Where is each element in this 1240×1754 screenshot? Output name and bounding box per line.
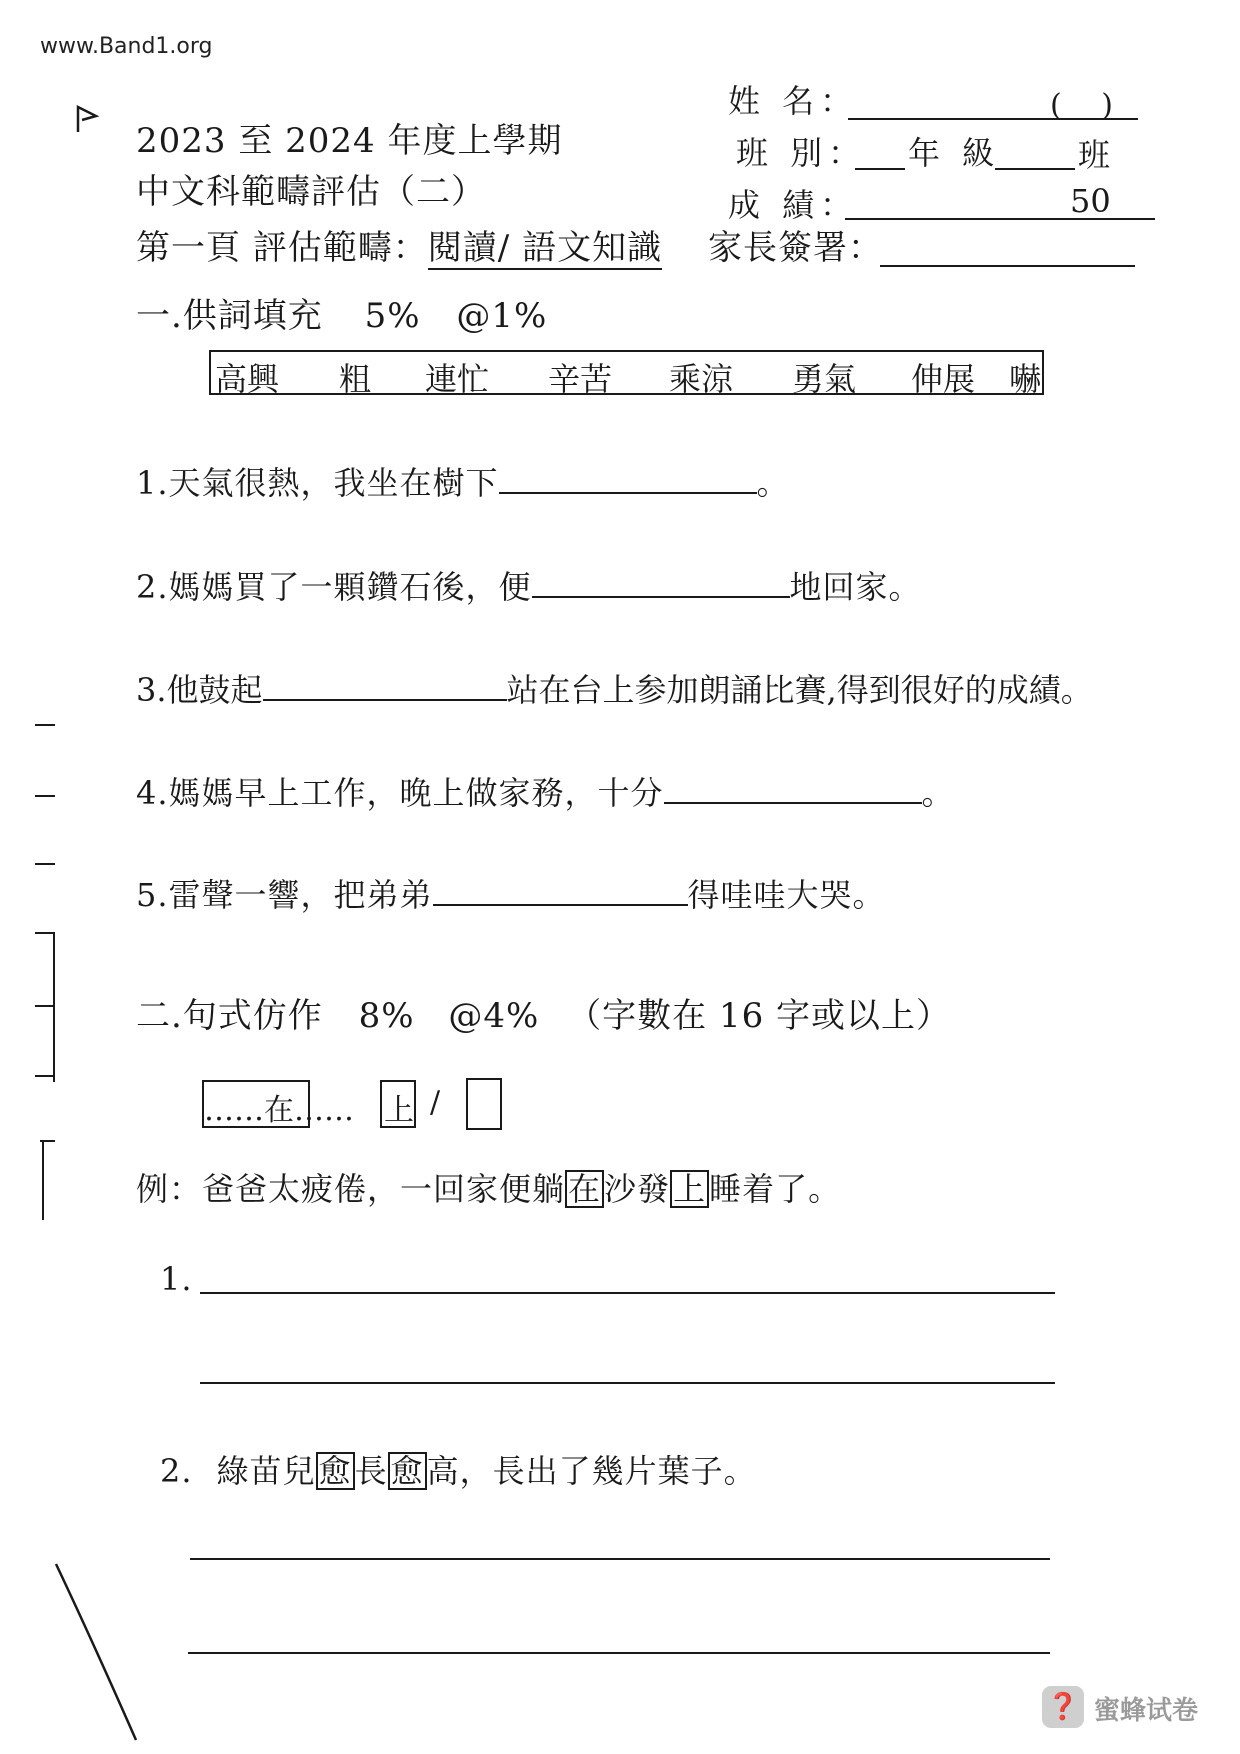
- answer-line[interactable]: [200, 1292, 1055, 1294]
- template-empty-box: [466, 1078, 502, 1130]
- question-text: 長: [354, 1452, 388, 1490]
- answer-blank[interactable]: [532, 566, 790, 598]
- fill-question: [136, 562, 922, 608]
- answer-blank[interactable]: [263, 669, 507, 701]
- write-question: [160, 1446, 757, 1492]
- section2-per-item: @4%: [448, 996, 540, 1036]
- question-text: 媽媽買了一顆鑽石後，便: [168, 568, 532, 606]
- question-text: 媽媽早上工作，晚上做家務，十分: [168, 774, 664, 812]
- word-bank-item: 嚇: [1009, 360, 1042, 398]
- section2-note: （字數在 16 字或以上）: [567, 996, 952, 1036]
- word-bank-item: 乘涼: [669, 360, 734, 398]
- write-question-number: 1.: [160, 1260, 193, 1298]
- class-word: 班: [1078, 136, 1117, 174]
- scope-value: 閱讀/ 語文知識: [427, 228, 663, 268]
- term-title: 2023 至 2024 年度上學期: [136, 121, 563, 161]
- margin-tick: [35, 863, 55, 865]
- section2-title: 二.句式仿作: [136, 996, 323, 1036]
- scope-line: [136, 220, 662, 269]
- word-bank: [209, 350, 1044, 398]
- question-number: 2.: [160, 1452, 193, 1490]
- word-bank-item: 粗: [339, 360, 372, 398]
- fill-question: [136, 665, 1093, 711]
- question-text: 。: [921, 774, 955, 812]
- class-label: 班 別：: [736, 134, 867, 172]
- section1-title: 一.供詞填充: [136, 296, 323, 336]
- word-bank-item: 高興: [215, 360, 280, 398]
- question-text: 雷聲一響，把弟弟: [168, 876, 433, 914]
- answer-blank[interactable]: [499, 462, 757, 494]
- boxed-word: 愈: [316, 1452, 355, 1490]
- margin-tick: [35, 1075, 55, 1077]
- question-text: 他鼓起: [166, 671, 263, 709]
- answer-line[interactable]: [200, 1382, 1055, 1384]
- word-bank-item: 連忙: [425, 360, 490, 398]
- score-total: 50: [1070, 182, 1111, 220]
- question-text: 綠苗兒: [216, 1452, 316, 1490]
- answer-line[interactable]: [190, 1558, 1050, 1560]
- question-text: 天氣很熱，我坐在樹下: [168, 464, 499, 502]
- question-text: 站在台上参加朗誦比賽,得到很好的成績。: [506, 671, 1093, 709]
- boxed-word: 愈: [388, 1452, 427, 1490]
- word-bank-item: 勇氣: [792, 360, 857, 398]
- question-number: 5.: [136, 876, 169, 914]
- grade-field[interactable]: [855, 168, 905, 170]
- corner-mark-icon: [74, 104, 100, 134]
- example-text: 沙發: [604, 1170, 671, 1208]
- question-text: 高，長出了幾片葉子。: [426, 1452, 757, 1490]
- question-number: 2.: [136, 568, 169, 606]
- answer-blank[interactable]: [664, 772, 922, 804]
- name-label: 姓 名：: [728, 82, 859, 120]
- word-bank-item: 辛苦: [548, 360, 613, 398]
- score-label: 成 績：: [728, 186, 859, 224]
- margin-tick: [35, 724, 55, 726]
- assessment-title: 中文科範疇評估（二）: [136, 172, 486, 212]
- margin-stroke: [52, 1560, 142, 1745]
- template-slash: /: [430, 1085, 441, 1120]
- question-text: 地回家。: [789, 568, 922, 606]
- grade-word: 年 級: [908, 134, 1001, 172]
- example-text: 睡着了。: [709, 1170, 842, 1208]
- fill-question: [136, 768, 955, 814]
- question-text: 。: [756, 464, 790, 502]
- example-label: 例：: [136, 1170, 203, 1208]
- watermark-site: www.Band1.org: [40, 34, 213, 59]
- word-bank-item: 伸展: [911, 360, 976, 398]
- example-sentence: [136, 1164, 841, 1210]
- margin-rule: [53, 932, 55, 1082]
- scope-prefix: 第一頁 評估範疇：: [136, 228, 428, 268]
- example-boxed-word: 在: [565, 1170, 604, 1208]
- section2-heading: [136, 988, 951, 1037]
- question-number: 3.: [136, 671, 167, 709]
- question-text: 得哇哇大哭。: [687, 876, 886, 914]
- template-box-char: 上: [384, 1093, 414, 1128]
- section1-heading: [136, 288, 547, 337]
- bee-logo-icon: ❓: [1042, 1686, 1084, 1728]
- section1-marks: 5%: [364, 296, 421, 336]
- class-field[interactable]: [995, 168, 1075, 170]
- example-text: 爸爸太疲倦，一回家便躺: [202, 1170, 566, 1208]
- brand-watermark: 蜜蜂试卷: [1094, 1696, 1199, 1726]
- fill-question: [136, 870, 886, 916]
- margin-rule: [42, 1140, 44, 1220]
- section1-per-item: @1%: [456, 296, 548, 336]
- answer-blank[interactable]: [433, 874, 688, 906]
- class-number-paren: ( ): [1050, 88, 1113, 123]
- template-pattern: ……在……: [204, 1093, 354, 1128]
- example-boxed-word: 上: [670, 1170, 709, 1208]
- margin-tick: [35, 932, 55, 934]
- parent-sign-label: 家長簽署：: [708, 228, 883, 268]
- margin-tick: [35, 795, 55, 797]
- question-number: 4.: [136, 774, 169, 812]
- margin-tick: [35, 1005, 55, 1007]
- question-number: 1.: [136, 464, 169, 502]
- fill-question: [136, 458, 790, 504]
- parent-sign-line[interactable]: [880, 265, 1135, 267]
- answer-line[interactable]: [188, 1652, 1050, 1654]
- section2-marks: 8%: [358, 996, 415, 1036]
